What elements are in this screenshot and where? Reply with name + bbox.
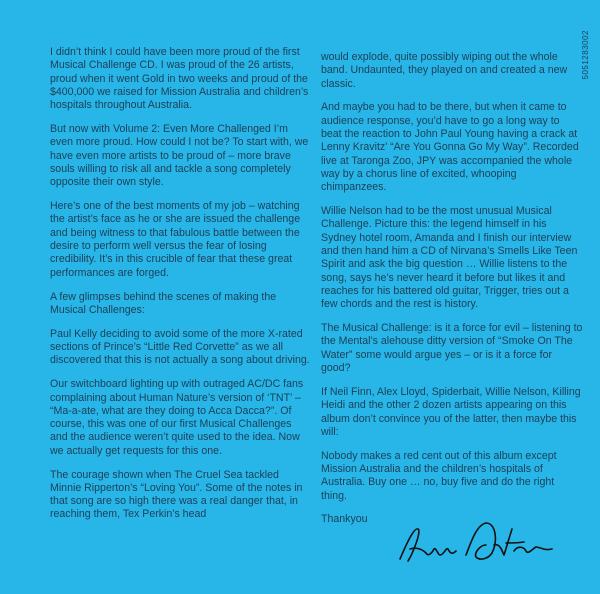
paragraph: Nobody makes a red cent out of this album except Mission Australia and the children’s hospitals of Australia. Buy one … no, buy five and do the right thing. [321, 449, 557, 502]
right-column [321, 51, 583, 573]
paragraph: Here’s one of the best moments of my job – watching the artist’s face as he or she are issued the challenge and being witness to that fabulous battle between the desire to perform well versus the fear of losing credibility. It’s in this crucible of fear that these great performances are forged. [50, 200, 301, 279]
left-column [50, 46, 310, 532]
catalog-number: 5051283002 [581, 30, 590, 80]
paragraph: Willie Nelson had to be the most unusual Musical Challenge. Picture this: the legend himself in his Sydney hotel room, Amanda and I finish our interview and then hand him a CD of Nirvana’s Smells Like Teen Spirit and ask the big question … Willie listens to the song, says he’s never heard it before but likes it and reaches for his battered old guitar, Trigger, tries out a few chords and the rest is history. [321, 205, 578, 311]
signoff-text: Thankyou [321, 513, 368, 526]
paragraph: And maybe you had to be there, but when it came to audience response, you’d have to go a long way to beat the reaction to John Paul Young having a crack at Lenny Kravitz’ “Are You Gonna Go My Way”. Recorded live at Taronga Zoo, JPY was accompanied the whole way by a chorus line of excited, whooping chimpanzees. [321, 101, 579, 194]
paragraph: If Neil Finn, Alex Lloyd, Spiderbait, Willie Nelson, Killing Heidi and the other 2 dozen artists appearing on this album don’t convince you of the latter, then maybe this will: [321, 385, 581, 438]
paragraph: The courage shown when The Cruel Sea tackled Minnie Ripperton’s “Loving You”. Some of the notes in that song are so high there was a real danger that, in reaching them, Tex Perkin’s head [50, 468, 303, 521]
paragraph: The Musical Challenge: is it a force for evil – listening to the Mental’s alehouse ditty version of “Smoke On The Water” some would argue yes – or is it a force for good? [321, 322, 583, 375]
signoff-row [321, 513, 583, 573]
paragraph: Our switchboard lighting up with outraged AC/DC fans complaining about Human Nature’s version of ‘TNT’ – “Ma-a-ate, what are they doing to Acca Dacca?”. Of course, this was one of our first Musical Challenges and the audience weren’t quite used to the idea. Now we actually get requests for this one. [50, 378, 304, 457]
paragraph: But now with Volume 2: Even More Challenged I’m even more proud. How could I not be? To start with, we have even more artists to be proud of – more brave souls willing to risk all and tackle a song completely opposite their own style. [50, 123, 309, 189]
paragraph: A few glimpses behind the scenes of making the Musical Challenges: [50, 290, 277, 316]
paragraph: would explode, quite possibly wiping out the whole band. Undaunted, they played on and created a new classic. [321, 51, 568, 90]
paragraph: Paul Kelly deciding to avoid some of the more X-rated sections of Prince’s “Little Red Corvette” as we all discovered that this is not actually a song about driving. [50, 327, 310, 367]
signature-image [396, 515, 556, 575]
paragraph: I didn’t think I could have been more proud of the first Musical Challenge CD. I was proud of the 26 artists, proud when it went Gold in two weeks and proud of the $400,000 we raised for Mission Australia and children’s hospitals throughout Australia. [50, 46, 309, 112]
